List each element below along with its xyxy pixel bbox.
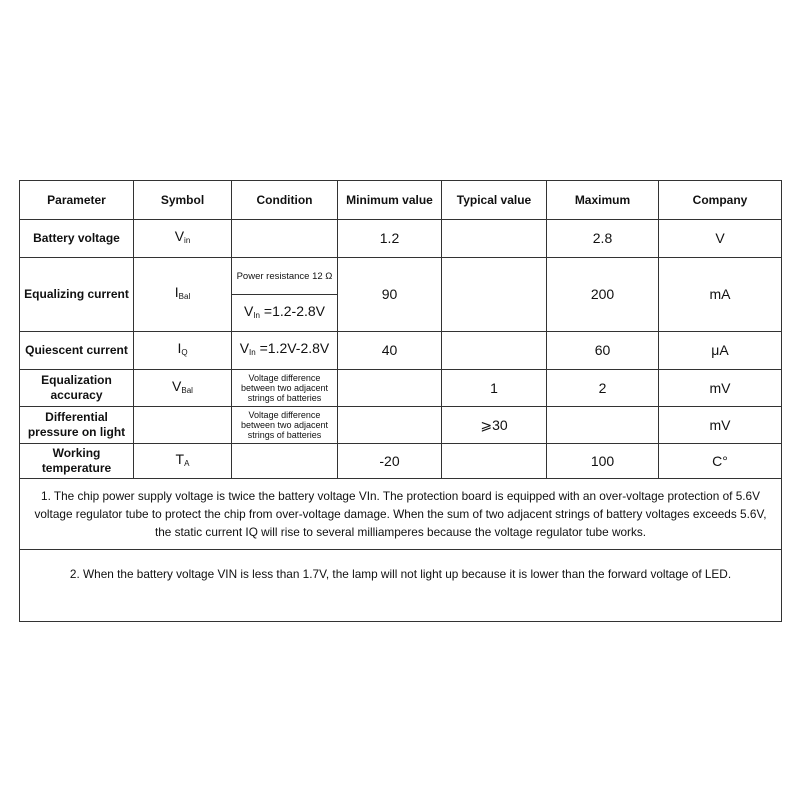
param-cell: Equalization accuracy (20, 370, 134, 407)
spec-table (19, 180, 782, 622)
symbol-cell: $V_{in}$ (134, 220, 232, 258)
unit-cell: C° (659, 444, 782, 479)
max-cell: 60 (547, 332, 659, 370)
symbol-cell: $I_Q$ (134, 332, 232, 370)
max-cell: 2.8 (547, 220, 659, 258)
condition-cell (232, 220, 338, 258)
unit-cell: mV (659, 370, 782, 407)
param-cell: Differential pressure on light (20, 407, 134, 444)
typ-cell (442, 220, 547, 258)
param-cell: Battery voltage (20, 220, 134, 258)
header-condition: Condition (232, 181, 338, 220)
typ-cell (442, 332, 547, 370)
unit-cell: μA (659, 332, 782, 370)
unit-cell: mA (659, 258, 782, 332)
typ-cell (442, 444, 547, 479)
row-battery-voltage (20, 220, 782, 258)
min-cell: 1.2 (338, 220, 442, 258)
note-row-2 (20, 550, 782, 622)
header-maximum: Maximum (547, 181, 659, 220)
max-cell: 100 (547, 444, 659, 479)
condition-cell: Voltage difference between two adjacent strings of batteries (232, 370, 338, 407)
row-quiescent-current (20, 332, 782, 370)
param-cell: Quiescent current (20, 332, 134, 370)
min-cell: 90 (338, 258, 442, 332)
condition-cell: Voltage difference between two adjacent strings of batteries (232, 407, 338, 444)
typ-cell: 1 (442, 370, 547, 407)
min-cell (338, 370, 442, 407)
note-1: 1. The chip power supply voltage is twice the battery voltage VIn. The protection board is equipped with an over-voltage protection of 5.6V voltage regulator tube to protect the chip from over-voltage damage. When the sum of two adjacent strings of battery voltages exceeds 5.6V, the static current IQ will rise to several milliamperes because the voltage regulator tube works. (20, 479, 782, 550)
condition-cell: $V_{In} =1.2-2.8V$ (232, 295, 338, 332)
min-cell: 40 (338, 332, 442, 370)
typ-cell (442, 258, 547, 332)
typ-cell: ⩾30 (442, 407, 547, 444)
note-2-cell (20, 550, 782, 622)
condition-cell: Power resistance 12 Ω (232, 258, 338, 295)
header-row (20, 181, 782, 220)
row-equalizing-current (20, 258, 782, 295)
row-working-temperature (20, 444, 782, 479)
symbol-cell: $V_{Bal}$ (134, 370, 232, 407)
max-cell (547, 407, 659, 444)
header-typical: Typical value (442, 181, 547, 220)
param-cell: Working temperature (20, 444, 134, 479)
max-cell: 2 (547, 370, 659, 407)
min-cell: -20 (338, 444, 442, 479)
condition-cell (232, 444, 338, 479)
header-parameter: Parameter (20, 181, 134, 220)
row-differential-pressure (20, 407, 782, 444)
header-minimum: Minimum value (338, 181, 442, 220)
row-equalization-accuracy (20, 370, 782, 407)
unit-cell: mV (659, 407, 782, 444)
header-symbol: Symbol (134, 181, 232, 220)
param-cell: Equalizing current (20, 258, 134, 332)
note-row-1 (20, 479, 782, 550)
unit-cell: V (659, 220, 782, 258)
condition-cell: $V_{In} =1.2V-2.8V$ (232, 332, 338, 370)
note-2: 2. When the battery voltage VIN is less than 1.7V, the lamp will not light up because it is lower than the forward voltage of LED. (69, 567, 732, 581)
symbol-cell: $T_A$ (134, 444, 232, 479)
max-cell: 200 (547, 258, 659, 332)
header-company: Company (659, 181, 782, 220)
symbol-cell (134, 407, 232, 444)
min-cell (338, 407, 442, 444)
symbol-cell: $I_{Bal}$ (134, 258, 232, 332)
